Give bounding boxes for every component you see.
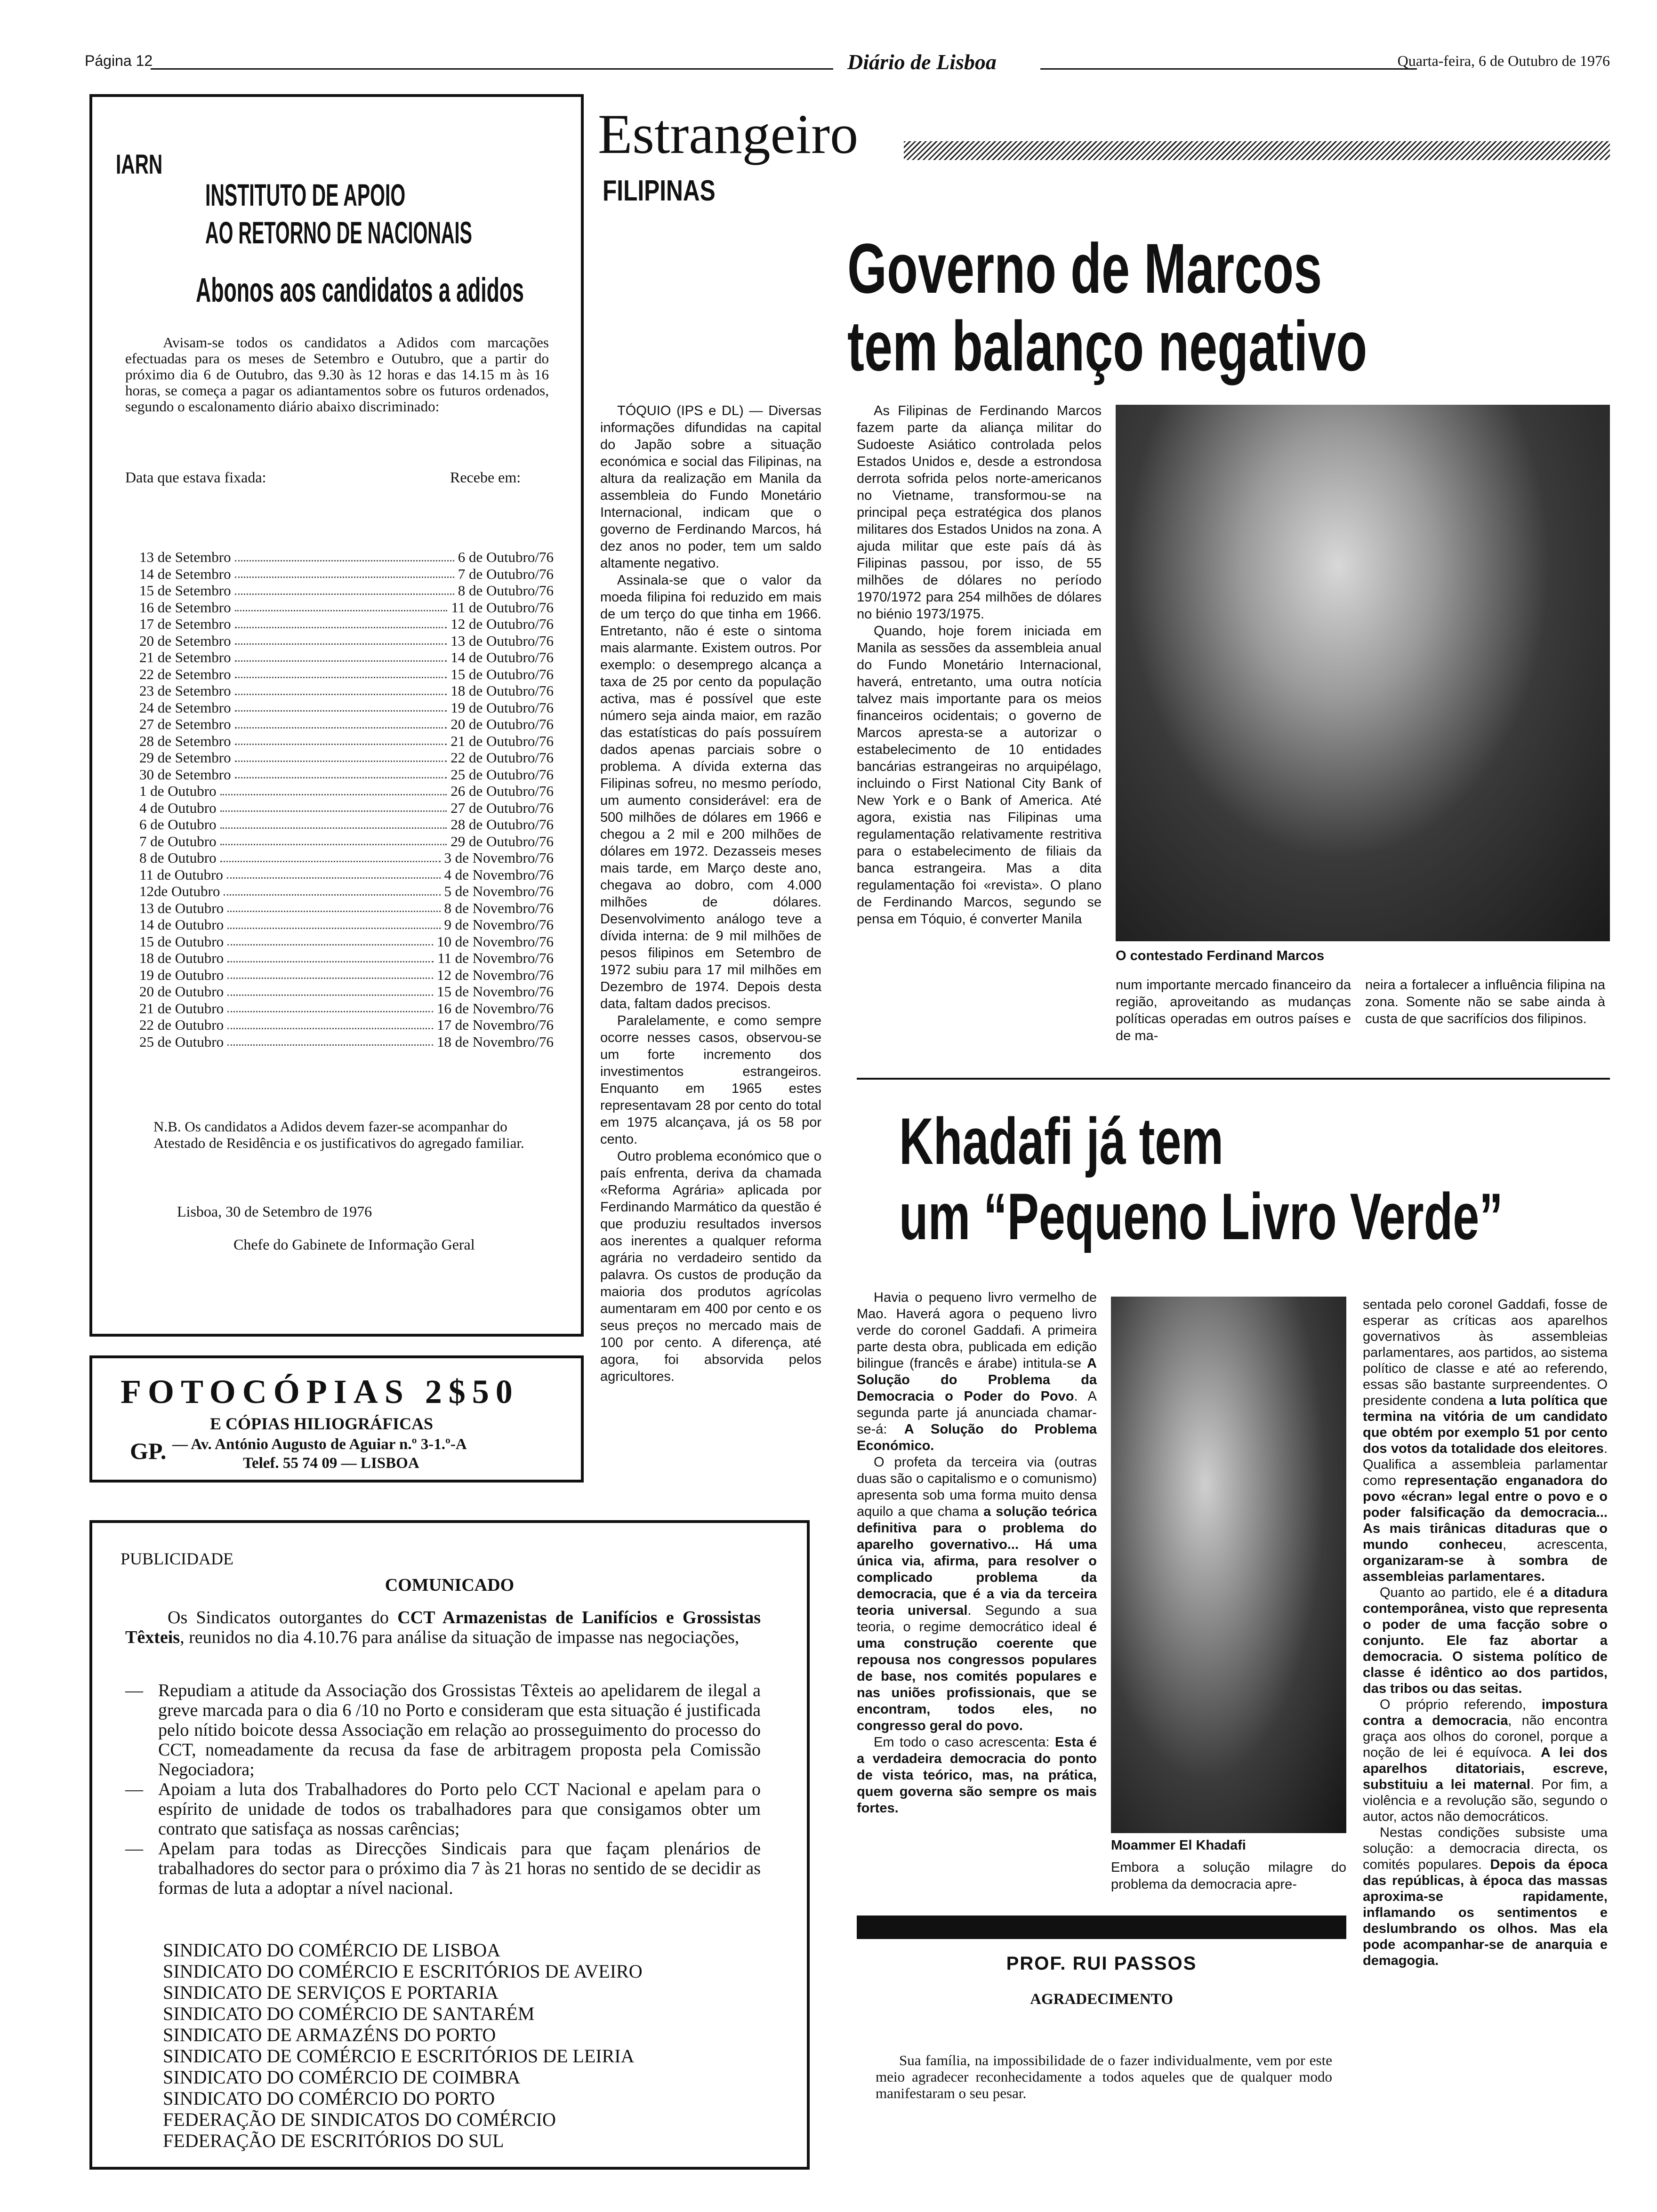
- union-name: SINDICATO DE ARMAZÉNS DO PORTO: [163, 2024, 496, 2045]
- schedule-to: 15 de Novembro/76: [437, 983, 554, 1000]
- schedule-from: 15 de Outubro: [139, 933, 224, 950]
- schedule-from: 14 de Outubro: [139, 916, 224, 933]
- khadafi-p5: Quanto ao partido, ele é a ditadura contemporânea, visto que representa o poder de uma facção sobre o conjunto. Ele faz abortar a democracia. O sistema político de classe é idêntico ao dos partidos, das tribos ou das seitas.: [1363, 1585, 1608, 1696]
- iarn-abbr: IARN: [116, 149, 163, 180]
- schedule-row: [139, 900, 554, 917]
- schedule-row: [139, 866, 554, 883]
- schedule-to: 14 de Outubro/76: [450, 649, 554, 665]
- iarn-place-date: Lisboa, 30 de Setembro de 1976: [177, 1203, 372, 1220]
- bullet-dash: —: [125, 1839, 143, 1859]
- khadafi-p3: Em todo o caso acrescenta: Esta é a verdadeira democracia do ponto de vista teórico, mas, na prática, quem governa são sempre os mais fortes.: [857, 1735, 1097, 1816]
- schedule-from: 21 de Setembro: [139, 649, 231, 665]
- dot-leader: [235, 616, 447, 628]
- dot-leader: [235, 582, 454, 595]
- schedule-to: 26 de Outubro/76: [450, 783, 554, 799]
- iarn-notice: [89, 94, 584, 1337]
- iarn-intro: Avisam-se todos os candidatos a Adidos com marcações efectuadas para os meses de Setembro e Outubro, que a partir do próximo dia 6 de Outubro, das 9.30 às 12 horas e das 14.15 m às 16 horas, se começa a pagar os adiantamentos sobre os futuros ordenados, segundo o escalonamento diário abaixo discriminado:: [125, 334, 549, 415]
- schedule-row: [139, 616, 554, 633]
- schedule-row: [139, 749, 554, 766]
- foto-prefix: GP.: [130, 1438, 167, 1464]
- khadafi-col-1: [857, 1290, 1097, 1817]
- union-list: [163, 1940, 751, 2151]
- dot-leader: [235, 682, 447, 695]
- schedule-to: 29 de Outubro/76: [450, 833, 554, 850]
- marcos-headline-2: tem balanço negativo: [847, 306, 1367, 385]
- schedule-to: 3 de Novembro/76: [444, 850, 554, 866]
- schedule-to: 19 de Outubro/76: [450, 699, 554, 716]
- dot-leader: [235, 733, 447, 745]
- dot-leader: [224, 883, 440, 896]
- schedule-row: [139, 816, 554, 833]
- khadafi-col-3: [1363, 1297, 1608, 1969]
- schedule-row: [139, 933, 554, 950]
- schedule-to: 28 de Outubro/76: [450, 816, 554, 833]
- schedule-from: 1 de Outubro: [139, 783, 217, 799]
- schedule-from: 6 de Outubro: [139, 816, 217, 833]
- union-name: FEDERAÇÃO DE SINDICATOS DO COMÉRCIO: [163, 2109, 556, 2130]
- union-name: SINDICATO DO COMÉRCIO DE COIMBRA: [163, 2067, 521, 2088]
- schedule-to: 20 de Outubro/76: [450, 716, 554, 732]
- union-name: SINDICATO DE COMÉRCIO E ESCRITÓRIOS DE LEIRIA: [163, 2045, 635, 2067]
- khadafi-p1: Havia o pequeno livro vermelho de Mao. Haverá agora o pequeno livro verde do coronel Gaddafi. A primeira parte desta obra, publicada em edição bilingue (francês e árabe) intitula-se A Solução do Problema da Democracia o Poder do Povo. A segunda parte já anunciada chamar-se-á: A Solução do Problema Económico.: [857, 1290, 1097, 1453]
- article-divider: [857, 1078, 1610, 1080]
- issue-date: Quarta-feira, 6 de Outubro de 1976: [1397, 52, 1610, 69]
- khadafi-p2: O profeta da terceira via (outras duas são o capitalismo e o comunismo) apresenta sob uma forma muito densa aquilo a que chama a solução teórica definitiva para o problema do aparelho governativo... Há uma única via, afirma, para resolver o complicado problema da democracia, que é a via da terceira teoria universal. Segundo a sua teoria, o regime democrático ideal é uma construção coerente que repousa nos congressos populares de base, nos comités populares e nas uniões profissionais, que se encontram, todos eles, no congresso geral do povo.: [857, 1455, 1097, 1733]
- schedule-to: 12 de Outubro/76: [450, 616, 554, 632]
- dot-leader: [235, 766, 447, 779]
- dot-leader: [235, 666, 447, 679]
- foto-tel: Telef. 55 74 09 — LISBOA: [243, 1455, 419, 1472]
- dot-leader: [235, 549, 454, 561]
- dot-leader: [235, 699, 447, 712]
- schedule-row: [139, 883, 554, 900]
- schedule-row: [139, 950, 554, 967]
- schedule-to: 6 de Outubro/76: [458, 549, 554, 565]
- dot-leader: [227, 866, 441, 879]
- schedule-from: 30 de Setembro: [139, 766, 231, 783]
- schedule-from: 22 de Outubro: [139, 1017, 224, 1033]
- comunicado-label: PUBLICIDADE: [121, 1549, 233, 1568]
- dot-leader: [227, 916, 440, 929]
- passos-text: Sua família, na impossibilidade de o fazer individualmente, vem por este meio agradecer reconhecidamente a todos aqueles que de qualquer modo manifestaram o seu pesar.: [876, 2052, 1332, 2101]
- comunicado-items: [125, 1681, 761, 1898]
- schedule-from: 17 de Setembro: [139, 616, 231, 632]
- khadafi-caption: Moammer El Khadafi: [1111, 1838, 1246, 1853]
- schedule-from: 13 de Setembro: [139, 549, 231, 565]
- section-name: Estrangeiro: [598, 103, 859, 165]
- schedule-row: [139, 682, 554, 699]
- schedule-row: [139, 733, 554, 750]
- iarn-col-left: Data que estava fixada:: [125, 469, 266, 486]
- schedule-from: 24 de Setembro: [139, 699, 231, 716]
- marcos-photo: [1116, 405, 1610, 941]
- schedule-row: [139, 983, 554, 1000]
- schedule-row: [139, 967, 554, 984]
- schedule-row: [139, 850, 554, 866]
- marcos-p6: Quando, hoje forem iniciada em Manila as sessões da assembleia anual do Fundo Monetário Internacional, haverá, entretanto, uma outra notícia talvez mais importante para os meios financeiros ocidentais; o governo de Marcos apresta-se a autorizar o estabelecimento de 10 entidades bancárias estrangeiras no arquipélago, incluindo o First National City Bank of New York e o Bank of America. Até agora, existia nas Filipinas uma regulamentação relativamente restritiva para o estabelecimento de filiais da banca estrangeira. Mas a dita regulamentação foi «revista». O plano de Ferdinando Marcos, segundo se pensa em Tóquio, é converter Manila: [857, 624, 1102, 927]
- passos-title: AGRADECIMENTO: [1030, 1991, 1173, 2008]
- schedule-to: 22 de Outubro/76: [450, 749, 554, 766]
- dot-leader: [220, 816, 447, 829]
- dot-leader: [227, 983, 433, 996]
- marcos-p2: Assinala-se que o valor da moeda filipina foi reduzido em mais de um terço do que tinha em 1966. Entretanto, não é este o sintoma mais alarmante. Existem outros. Por exemplo: o desemprego alcança a taxa de 25 por cento da população activa, mas é possível que este número seja ainda maior, em razão das estatísticas do país possuírem dados apenas parciais sobre o problema. A dívida externa das Filipinas sofreu, no mesmo período, um aumento considerável: era de 500 milhões de dólares em 1966 e chegou a 2 mil e 200 milhões de dólares em 1972. Dezasseis meses mais tarde, em Março deste ano, chegava ao dobro, com 4.000 milhões de dólares. Desenvolvimento análogo teve a dívida interna: de 9 mil milhões de pesos filipinos em Setembro de 1972 subiu para 17 mil milhões em Dezembro de 1974. Depois desta data, faltam dados precisos.: [600, 573, 821, 1011]
- foto-line-1: FOTOCÓPIAS 2$50: [121, 1373, 519, 1411]
- schedule-from: 20 de Setembro: [139, 632, 231, 649]
- marcos-col-4: neira a fortalecer a influência filipina na zona. Somente não se sabe ainda à custa de que sacrifícios dos filipinos.: [1365, 978, 1605, 1026]
- schedule-row: [139, 582, 554, 599]
- schedule-row: [139, 716, 554, 733]
- schedule-row: [139, 566, 554, 583]
- schedule-to: 5 de Novembro/76: [444, 883, 554, 899]
- passos-name: PROF. RUI PASSOS: [1006, 1953, 1197, 1974]
- iarn-col-right: Recebe em:: [450, 469, 521, 486]
- intro-b: CCT Armazenistas de Lanifícios e Grossistas Têxteis: [125, 1608, 761, 1647]
- marcos-headline-1: Governo de Marcos: [847, 229, 1322, 308]
- item-text: Apelam para todas as Direcções Sindicais para que façam plenários de trabalhadores do sector para o próximo dia 7 às 21 horas no sentido de se decidir as formas de luta a adoptar a nível nacional.: [158, 1839, 761, 1898]
- schedule-from: 12de Outubro: [139, 883, 220, 899]
- schedule-to: 10 de Novembro/76: [437, 933, 554, 950]
- union-name: SINDICATO DO COMÉRCIO E ESCRITÓRIOS DE AVEIRO: [163, 1961, 643, 1982]
- comunicado-ad: [89, 1520, 810, 2170]
- schedule-from: 27 de Setembro: [139, 716, 231, 732]
- schedule-row: [139, 916, 554, 933]
- khadafi-p4: sentada pelo coronel Gaddafi, fosse de esperar as críticas aos aparelhos governativos às assembleias parlamentares, aos partidos, ao sistema político de classe e até ao referendo, essas são bastante surpreendentes. O presidente condena a luta política que termina na vitória de um candidato que obtém por exemplo 51 por cento dos votos da totalidade dos eleitores. Qualifica a assembleia parlamentar como representação enganadora do povo «écran» legal entre o povo e o poder falsificação da democracia... As mais tirânicas ditaduras que o mundo conheceu, acrescenta, organizaram-se à sombra de assembleias parlamentares.: [1363, 1297, 1608, 1584]
- section-sub: FILIPINAS: [603, 175, 716, 207]
- bullet-dash: —: [125, 1779, 143, 1799]
- schedule-row: [139, 549, 554, 566]
- schedule-from: 13 de Outubro: [139, 899, 224, 916]
- dot-leader: [235, 566, 454, 578]
- dot-leader: [227, 950, 434, 962]
- comunicado-item: [125, 1839, 761, 1898]
- khadafi-p7: Nestas condições subsiste uma solução: a democracia directa, os comités populares. Depois da época das repúblicas, à época das massas aproxima-se rapidamente, inflamando os sentimentos e deslumbrando os olhos. Mas ela pode acompanhar-se de anarquia e demagogia.: [1363, 1825, 1608, 1968]
- masthead: [85, 49, 1610, 78]
- marcos-col-3: num importante mercado financeiro da região, aproveitando as mudanças políticas operadas em outros países e de ma-: [1116, 978, 1351, 1043]
- marcos-p5: As Filipinas de Ferdinando Marcos fazem parte da aliança militar do Sudoeste Asiático controlada pelos Estados Unidos e, desde a estrondosa derrota sofrida pelos norte-americanos no Vietname, transformou-se na principal peça estratégica dos planos militares dos Estados Unidos na zona. A ajuda militar que este país dá às Filipinas passou, por isso, de 55 milhões de dólares no período 1970/1972 para 254 milhões de dólares no biénio 1973/1975.: [857, 403, 1102, 622]
- masthead-rule-left: [151, 68, 833, 70]
- schedule-to: 21 de Outubro/76: [450, 732, 554, 749]
- comunicado-item: [125, 1779, 761, 1839]
- schedule-from: 28 de Setembro: [139, 732, 231, 749]
- schedule-to: 11 de Outubro/76: [451, 599, 554, 616]
- comunicado-title: COMUNICADO: [385, 1575, 515, 1595]
- schedule-from: 7 de Outubro: [139, 833, 217, 850]
- dot-leader: [235, 749, 447, 762]
- khadafi-headline-1: Khadafi já tem: [899, 1104, 1223, 1178]
- schedule-row: [139, 833, 554, 850]
- schedule-row: [139, 599, 554, 616]
- item-text: Apoiam a luta dos Trabalhadores do Porto pelo CCT Nacional e apelam para o espírito de unidade de todos os trabalhadores para que consigamos obter um contrato que satisfaça as nossas carências;: [158, 1779, 761, 1839]
- fotocopias-ad: [89, 1355, 584, 1483]
- schedule-to: 16 de Novembro/76: [437, 1000, 554, 1017]
- marcos-p4: Outro problema económico que o país enfrenta, deriva da chamada «Reforma Agrária» aplicada por Ferdinando Marmático da questão é que produziu resultados inversos aos inerentes a qualquer reforma agrária no verdadeiro sentido da palavra. Os custos de produção da maioria dos produtos agrícolas aumentaram em 400 por cento e os seus preços no mercado mais de 100 por cento. A diferença, até agora, foi absorvida pelos agricultores.: [600, 1149, 821, 1384]
- schedule-from: 11 de Outubro: [139, 866, 223, 883]
- khadafi-headline-2: um “Pequeno Livro Verde”: [899, 1179, 1503, 1253]
- schedule-from: 21 de Outubro: [139, 1000, 224, 1017]
- schedule-to: 11 de Novembro/76: [437, 950, 554, 966]
- khadafi-col-2: Embora a solução milagre do problema da democracia apre-: [1111, 1860, 1346, 1892]
- schedule-to: 13 de Outubro/76: [450, 632, 554, 649]
- union-name: SINDICATO DO COMÉRCIO DE SANTARÉM: [163, 2003, 535, 2024]
- marcos-caption: O contestado Ferdinand Marcos: [1116, 948, 1325, 963]
- dot-leader: [235, 649, 447, 662]
- schedule-to: 7 de Outubro/76: [458, 565, 554, 582]
- schedule-from: 29 de Setembro: [139, 749, 231, 766]
- comunicado-intro: [125, 1608, 761, 1647]
- comunicado-item: [125, 1681, 761, 1779]
- iarn-nb: N.B. Os candidatos a Adidos devem fazer-se acompanhar do Atestado de Residência e os justificativos do agregado familiar.: [153, 1118, 524, 1151]
- iarn-title-2: AO RETORNO DE NACIONAIS: [205, 215, 472, 250]
- union-name: FEDERAÇÃO DE ESCRITÓRIOS DO SUL: [163, 2130, 504, 2151]
- schedule-to: 8 de Novembro/76: [444, 899, 554, 916]
- schedule-from: 4 de Outubro: [139, 799, 217, 816]
- schedule-row: [139, 649, 554, 666]
- marcos-col-1: [600, 402, 821, 1385]
- schedule-row: [139, 766, 554, 783]
- dot-leader: [220, 850, 441, 862]
- schedule-from: 18 de Outubro: [139, 950, 224, 966]
- marcos-col-2: [857, 402, 1102, 928]
- dot-leader: [227, 1000, 433, 1013]
- dot-leader: [220, 833, 447, 846]
- schedule-to: 18 de Outubro/76: [450, 682, 554, 699]
- foto-line-2: E CÓPIAS HILIOGRÁFICAS: [210, 1414, 434, 1433]
- schedule-from: 8 de Outubro: [139, 850, 217, 866]
- schedule-row: [139, 783, 554, 800]
- paper-name: Diário de Lisboa: [847, 50, 997, 74]
- iarn-schedule: [139, 549, 554, 1050]
- schedule-to: 8 de Outubro/76: [458, 582, 554, 599]
- schedule-row: [139, 666, 554, 683]
- schedule-row: [139, 633, 554, 649]
- khadafi-p6: O próprio referendo, impostura contra a democracia, não encontra graça aos olhos do coronel, porque a noção de lei é equívoca. A lei dos aparelhos ditatoriais, escreve, substituiu a lei maternal. Por fim, a violência e a revolução são, segundo o autor, actos não democráticos.: [1363, 1697, 1608, 1824]
- schedule-to: 17 de Novembro/76: [437, 1017, 554, 1033]
- bullet-dash: —: [125, 1681, 143, 1700]
- schedule-to: 9 de Novembro/76: [444, 916, 554, 933]
- schedule-row: [139, 1000, 554, 1017]
- schedule-to: 27 de Outubro/76: [450, 799, 554, 816]
- intro-a: Os Sindicatos outorgantes do: [168, 1608, 398, 1627]
- dot-leader: [227, 900, 440, 913]
- dot-leader: [235, 599, 448, 612]
- intro-c: , reunidos no dia 4.10.76 para análise da situação de impasse nas negociações,: [180, 1627, 740, 1647]
- schedule-to: 15 de Outubro/76: [450, 665, 554, 682]
- passos-bar: [857, 1915, 1346, 1939]
- schedule-row: [139, 1034, 554, 1050]
- dot-leader: [235, 716, 447, 729]
- schedule-to: 25 de Outubro/76: [450, 766, 554, 783]
- iarn-subtitle: Abonos aos candidatos a adidos: [196, 272, 524, 309]
- dot-leader: [227, 967, 433, 979]
- iarn-title-1: INSTITUTO DE APOIO: [205, 177, 406, 212]
- schedule-row: [139, 1017, 554, 1034]
- schedule-from: 19 de Outubro: [139, 966, 224, 983]
- schedule-from: 15 de Setembro: [139, 582, 231, 599]
- iarn-signature: Chefe do Gabinete de Informação Geral: [233, 1236, 475, 1253]
- schedule-from: 14 de Setembro: [139, 565, 231, 582]
- masthead-rule-right: [1040, 68, 1417, 70]
- schedule-to: 12 de Novembro/76: [437, 966, 554, 983]
- dot-leader: [227, 1017, 433, 1029]
- marcos-p3: Paralelamente, e como sempre ocorre nesses casos, observou-se um forte incremento dos investimentos estrangeiros. Enquanto em 1965 estes representavam 28 por cento do total em 1975 alcançava, já os 58 por cento.: [600, 1013, 821, 1147]
- khadafi-photo: [1111, 1297, 1346, 1833]
- schedule-from: 20 de Outubro: [139, 983, 224, 1000]
- dot-leader: [227, 1034, 433, 1046]
- schedule-from: 22 de Setembro: [139, 665, 231, 682]
- schedule-from: 25 de Outubro: [139, 1033, 224, 1050]
- union-name: SINDICATO DE SERVIÇOS E PORTARIA: [163, 1982, 499, 2003]
- schedule-to: 4 de Novembro/76: [444, 866, 554, 883]
- schedule-row: [139, 800, 554, 817]
- schedule-from: 16 de Setembro: [139, 599, 231, 616]
- page-number: Página 12: [85, 52, 153, 69]
- union-name: SINDICATO DO COMÉRCIO DE LISBOA: [163, 1940, 501, 1961]
- schedule-from: 23 de Setembro: [139, 682, 231, 699]
- union-name: SINDICATO DO COMÉRCIO DO PORTO: [163, 2088, 495, 2109]
- dot-leader: [235, 633, 447, 645]
- schedule-to: 18 de Novembro/76: [437, 1033, 554, 1050]
- schedule-row: [139, 699, 554, 716]
- dot-leader: [220, 783, 447, 795]
- item-text: Repudiam a atitude da Associação dos Grossistas Têxteis ao apelidarem de ilegal a greve marcada para o dia 6 /10 no Porto e consideram que esta situação é justificada pelo nítido boicote dessa Associação em relação ao prosseguimento do processo do CCT, nomeadamente da recusa da fase de arbitragem proposta pela Comissão Negociadora;: [158, 1681, 761, 1779]
- dot-leader: [227, 933, 433, 946]
- dot-leader: [220, 800, 447, 812]
- marcos-p1: TÓQUIO (IPS e DL) — Diversas informações difundidas na capital do Japão sobre a situação económica e social das Filipinas, na altura da realização em Manila da assembleia do Fundo Monetário Internacional, indicam que o governo de Ferdinando Marcos, há dez anos no poder, tem um saldo altamente negativo.: [600, 403, 821, 571]
- foto-address: — Av. António Augusto de Aguiar n.º 3-1.º-A: [172, 1436, 467, 1453]
- section-rule: [904, 141, 1610, 160]
